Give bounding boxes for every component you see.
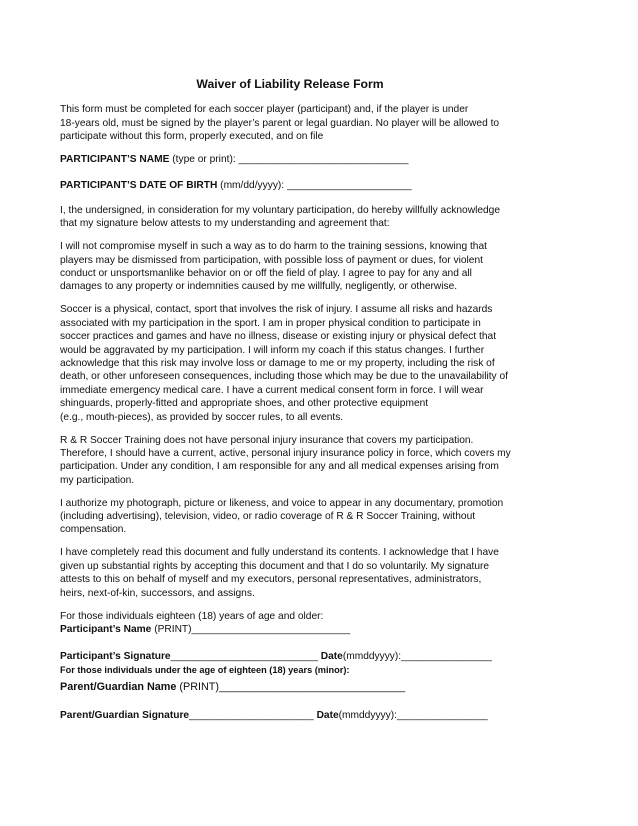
participant-name-hint: (type or print): (169, 154, 239, 166)
guardian-date-label: Date (313, 709, 339, 721)
adult-name-line: ____________________________ (191, 623, 351, 635)
guardian-signature-label: Parent/Guardian Signature (60, 709, 190, 721)
adult-date-hint: (mmddyyyy): (342, 651, 402, 663)
participant-name-line: ______________________________ (238, 154, 409, 166)
participant-name-field (60, 153, 520, 166)
conduct-paragraph: I will not compromise myself in such a way as to do harm to the training sessions, knowing that players may be dismissed from participation, with possible loss of payment or dues, for violent conduct or unsportsmanlike behavior on or off the field of play. I agree to pay for any and all damages to any property or indemnities caused by me willfully, negligently, or otherwise. (60, 241, 487, 293)
intro-paragraph: This form must be completed for each soccer player (participant) and, if the player is under 18-years old, must be signed by the player’s parent or legal guardian. No player will be allowed to participate without this form, properly executed, and on file (60, 104, 500, 143)
guardian-signature-line: ______________________ (189, 709, 314, 721)
risk-paragraph: Soccer is a physical, contact, sport that involves the risk of injury. I assume all risks and hazards associated with my participation in the sport. I am in proper physical condition to participate in soccer practices and games and have no illness, disease or existing injury or physical defect that would be aggravated by my participation. I will inform my coach if this status changes. I further acknowledge that this risk may involve loss or damage to me or my property, including the risk of death, or other unforeseen consequences, including those which may be due to the unavailability of immediate emergency medical care. I have a current medical consent form in force. I will wear shinguards, properly-fitted and appropriate shoes, and other protective equipment (e.g., mouth-pieces), as provided by soccer rules, to all events. (60, 304, 508, 423)
guardian-name-label: Parent/Guardian Name (60, 681, 177, 694)
adult-signature-field (60, 650, 520, 663)
acknowledgement-paragraph: I, the undersigned, in consideration for my voluntary participation, do hereby willfully acknowledge that my signature below attests to my understanding and agreement that: (60, 204, 501, 230)
adult-date-line: ________________ (401, 651, 492, 663)
guardian-date-hint: (mmddyyyy): (338, 709, 397, 721)
adult-name-field (60, 623, 520, 636)
guardian-date-line: ________________ (396, 709, 488, 721)
adult-date-label: Date (317, 651, 343, 663)
media-paragraph: I authorize my photograph, picture or likeness, and voice to appear in any documentary, promotion (including advertising), television, video, or radio coverage of R & R Soccer Training, without compensation. (60, 497, 504, 536)
adult-signature-label: Participant’s Signature (60, 651, 171, 663)
insurance-paragraph: R & R Soccer Training does not have personal injury insurance that covers my participation. Therefore, I should have a current, active, personal injury insurance policy in force, which covers my participation. Under any condition, I am responsible for any and all medical expenses arising from my participation. (60, 434, 511, 486)
adult-section-heading: For those individuals eighteen (18) years of age and older: (60, 610, 324, 622)
page-title: Waiver of Liability Release Form (196, 77, 384, 91)
guardian-signature-field (60, 709, 520, 722)
adult-signature-line: __________________________ (170, 651, 318, 663)
participant-dob-line: ______________________ (286, 179, 412, 191)
guardian-name-field (60, 681, 520, 694)
participant-name-label: PARTICIPANT’S NAME (60, 154, 170, 166)
guardian-name-line: _______________________________ (219, 681, 406, 694)
participant-dob-label: PARTICIPANT’S DATE OF BIRTH (60, 179, 218, 191)
adult-name-label: Participant’s Name (60, 623, 152, 635)
waiver-document (60, 78, 520, 722)
participant-dob-field (60, 179, 520, 192)
adult-name-hint: (PRINT) (151, 623, 192, 635)
participant-dob-hint: (mm/dd/yyyy): (217, 179, 287, 191)
consent-paragraph: I have completely read this document and fully understand its contents. I acknowledge that I have given up substantial rights by accepting this document and that I do so voluntarily. My signature attests to this on behalf of myself and my executors, personal representatives, administrators, heirs, next-of-kin, successors, and assigns. (60, 547, 499, 599)
minor-section-heading: For those individuals under the age of eighteen (18) years (minor): (60, 664, 350, 675)
guardian-name-hint: (PRINT) (176, 681, 219, 694)
